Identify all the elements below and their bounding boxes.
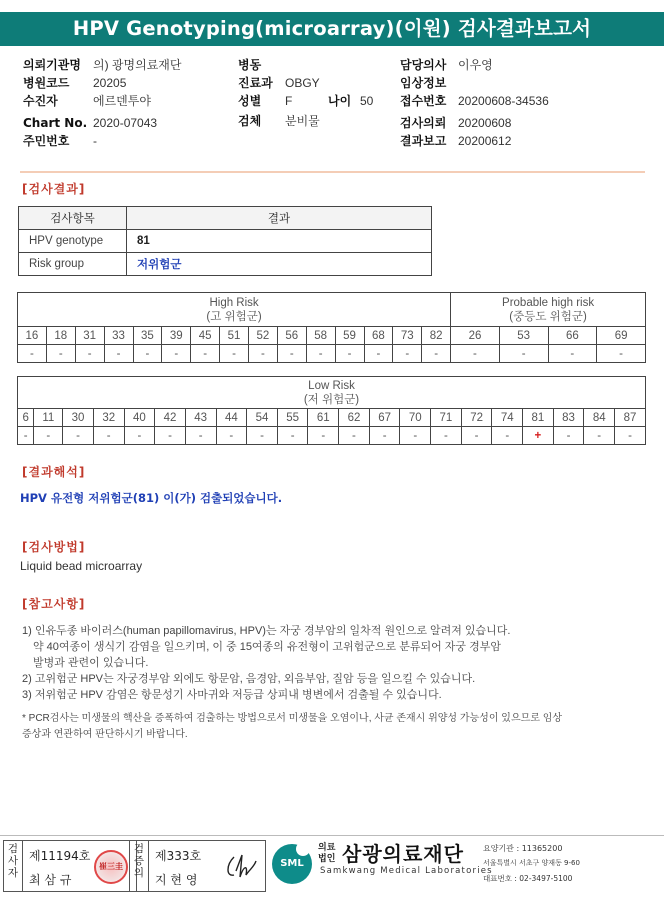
low-risk-header: Low Risk (저 위험군) [18, 377, 646, 409]
dept-row: 진료과 OBGY [238, 76, 320, 90]
hospital-row: 의뢰기관명 의) 광명의료재단 [23, 58, 182, 72]
divider [20, 171, 645, 173]
genotype-value-cell: - [104, 345, 133, 363]
ward-row: 병동 [238, 58, 262, 72]
genotype-value-cell: - [191, 345, 220, 363]
examiner-label: 검 사 자 [7, 843, 19, 879]
results-table [18, 206, 432, 276]
genotype-type-cell: 43 [185, 409, 216, 427]
genotype-type-cell: 31 [75, 327, 104, 345]
genotype-type-cell: 16 [18, 327, 47, 345]
clinical-row: 임상정보 [400, 76, 447, 90]
genotype-type-cell: 11 [34, 409, 63, 427]
genotype-type-cell: 30 [63, 409, 94, 427]
genotype-value-cell: - [492, 427, 523, 445]
genotype-type-cell: 68 [364, 327, 393, 345]
genotype-value-cell: - [18, 427, 34, 445]
genotype-type-cell: 62 [339, 409, 370, 427]
genotype-value: 81 [127, 230, 432, 253]
genotype-type-cell: 18 [46, 327, 75, 345]
confirmer-box [129, 840, 266, 892]
rrn-row: 주민번호 - [23, 134, 97, 148]
risk-group-label: Risk group [19, 253, 127, 276]
genotype-type-cell: 73 [393, 327, 422, 345]
genotype-value-cell: - [308, 427, 339, 445]
genotype-type-cell: 61 [308, 409, 339, 427]
signature-icon [222, 851, 260, 883]
examiner-name: 최 삼 규 [29, 873, 72, 887]
risk-group-value: 저위험군 [127, 253, 432, 276]
genotype-type-cell: 70 [400, 409, 431, 427]
examiner-no: 제11194호 [29, 849, 91, 863]
genotype-value-cell: - [63, 427, 94, 445]
genotype-value-cell: - [155, 427, 186, 445]
high-risk-table [17, 292, 646, 363]
genotype-type-cell: 81 [523, 409, 554, 427]
sml-logo [272, 844, 312, 884]
report-title: HPV Genotyping(microarray)(이원) 검사결과보고서 [0, 12, 664, 46]
genotype-type-cell: 56 [277, 327, 306, 345]
note-line-2: 약 40여종이 생식기 감염을 일으키며, 이 중 15여종의 유전형이 고위험군으로 분류되어 자궁 경부암 [33, 641, 501, 653]
note-line-3: 발병과 관련이 있습니다. [33, 657, 149, 669]
genotype-value-cell: - [306, 345, 335, 363]
genotype-value-cell: - [216, 427, 247, 445]
genotype-type-cell: 26 [451, 327, 500, 345]
interpretation-text: HPV 유전형 저위험군(81) 이(가) 검출되었습니다. [20, 491, 283, 505]
code-row: 병원코드 20205 [23, 76, 127, 90]
genotype-type-cell: 6 [18, 409, 34, 427]
note-line-5: 3) 저위험군 HPV 감염은 항문성기 사마귀와 저등급 상피내 병변에서 검출될 수 있습니다. [22, 689, 442, 701]
genotype-value-cell: - [584, 427, 615, 445]
confirmer-label: 검 증 의 [133, 843, 145, 879]
genotype-type-cell: 35 [133, 327, 162, 345]
genotype-type-cell: 83 [553, 409, 584, 427]
genotype-value-cell: - [451, 345, 500, 363]
pcr-note-line-1: * PCR검사는 미생물의 핵산을 증폭하여 검출하는 방법으로서 미생물을 오염이나, 사균 존재시 위양성 가능성이 있으므로 임상 [22, 713, 563, 724]
col-item-header: 검사항목 [19, 207, 127, 230]
genotype-value-cell: - [369, 427, 400, 445]
genotype-value-cell: - [185, 427, 216, 445]
genotype-value-cell: - [277, 427, 308, 445]
genotype-type-cell: 69 [597, 327, 646, 345]
genotype-type-cell: 52 [249, 327, 278, 345]
genotype-type-cell: 40 [124, 409, 155, 427]
genotype-type-cell: 33 [104, 327, 133, 345]
address: 서울특별시 서초구 양재동 9-60 [483, 859, 580, 867]
genotype-label: HPV genotype [19, 230, 127, 253]
genotype-type-cell: 39 [162, 327, 191, 345]
genotype-type-cell: 53 [499, 327, 548, 345]
genotype-value-cell: - [431, 427, 462, 445]
confirmer-no: 제333호 [155, 849, 202, 863]
genotype-value-cell: - [548, 345, 597, 363]
genotype-type-cell: 74 [492, 409, 523, 427]
genotype-type-cell: 82 [422, 327, 451, 345]
genotype-value-cell: - [249, 345, 278, 363]
receipt-row: 접수번호 20200608-34536 [400, 94, 549, 108]
probable-high-risk-header: Probable high risk (중등도 위험군) [451, 293, 646, 327]
org-english-name: Samkwang Medical Laboratories [320, 866, 493, 876]
genotype-type-cell: 87 [615, 409, 646, 427]
results-section-title: [검사결과] [22, 182, 86, 196]
genotype-value-cell: - [75, 345, 104, 363]
genotype-value-cell: - [220, 345, 249, 363]
genotype-type-cell: 59 [335, 327, 364, 345]
genotype-type-cell: 84 [584, 409, 615, 427]
examiner-box [3, 840, 137, 892]
org-prefix: 의료법인 [318, 843, 336, 864]
genotype-value-cell: - [93, 427, 124, 445]
genotype-value-cell: - [46, 345, 75, 363]
genotype-value-cell: - [162, 345, 191, 363]
phone: 대표번호 : 02-3497-5100 [483, 874, 573, 883]
genotype-value-cell: - [364, 345, 393, 363]
genotype-value-cell: - [499, 345, 548, 363]
genotype-type-cell: 66 [548, 327, 597, 345]
sml-logo-text: SML [280, 858, 304, 869]
method-text: Liquid bead microarray [20, 559, 143, 573]
org-name: 삼광의료재단 [342, 842, 464, 866]
genotype-value-cell: - [133, 345, 162, 363]
chart-row: Chart No. 2020-07043 [23, 116, 158, 130]
request-row: 검사의뢰 20200608 [400, 116, 512, 130]
notes-title: [참고사항] [22, 597, 86, 611]
patient-row: 수진자 에르덴투야 [23, 94, 151, 108]
genotype-type-cell: 58 [306, 327, 335, 345]
genotype-value-cell: - [393, 345, 422, 363]
genotype-type-cell: 45 [191, 327, 220, 345]
confirmer-name: 지 현 영 [155, 873, 198, 887]
genotype-value-cell: - [597, 345, 646, 363]
doctor-row: 담당의사 이우영 [400, 58, 493, 72]
genotype-value-cell: - [615, 427, 646, 445]
genotype-value-cell: - [335, 345, 364, 363]
genotype-value-cell: - [247, 427, 278, 445]
genotype-value-cell: - [400, 427, 431, 445]
genotype-value-cell: - [461, 427, 492, 445]
col-result-header: 결과 [127, 207, 432, 230]
genotype-value-cell: - [34, 427, 63, 445]
genotype-value-cell: + [523, 427, 554, 445]
pcr-note-line-2: 증상과 연관하여 판단하시기 바랍니다. [22, 729, 188, 740]
genotype-type-cell: 72 [461, 409, 492, 427]
interpretation-title: [결과해석] [22, 465, 86, 479]
note-line-4: 2) 고위험군 HPV는 자궁경부암 외에도 항문암, 음경암, 외음부암, 질암 등을 일으킬 수 있습니다. [22, 673, 476, 685]
low-risk-table [17, 376, 646, 445]
report-date-row: 결과보고 20200612 [400, 134, 512, 148]
genotype-value-cell: - [553, 427, 584, 445]
specimen-row: 검체 분비물 [238, 114, 320, 128]
note-line-1: 1) 인유두종 바이러스(human papillomavirus, HPV)는 자궁 경부암의 일차적 원인으로 알려져 있습니다. [22, 625, 511, 637]
genotype-value-cell: - [124, 427, 155, 445]
genotype-value-cell: - [422, 345, 451, 363]
method-title: [검사방법] [22, 540, 86, 554]
genotype-value-cell: - [339, 427, 370, 445]
sex-row: 성별 F 나이 50 [238, 94, 374, 108]
genotype-type-cell: 32 [93, 409, 124, 427]
genotype-type-cell: 71 [431, 409, 462, 427]
footer [0, 835, 664, 895]
genotype-type-cell: 44 [216, 409, 247, 427]
examiner-seal: 崔三圭 [94, 850, 128, 884]
genotype-type-cell: 54 [247, 409, 278, 427]
patient-info [0, 56, 664, 166]
genotype-value-cell: - [18, 345, 47, 363]
genotype-type-cell: 67 [369, 409, 400, 427]
genotype-value-cell: - [277, 345, 306, 363]
genotype-type-cell: 51 [220, 327, 249, 345]
genotype-type-cell: 55 [277, 409, 308, 427]
care-number: 요양기관 : 11365200 [483, 844, 563, 853]
high-risk-header: High Risk (고 위험군) [18, 293, 451, 327]
genotype-type-cell: 42 [155, 409, 186, 427]
